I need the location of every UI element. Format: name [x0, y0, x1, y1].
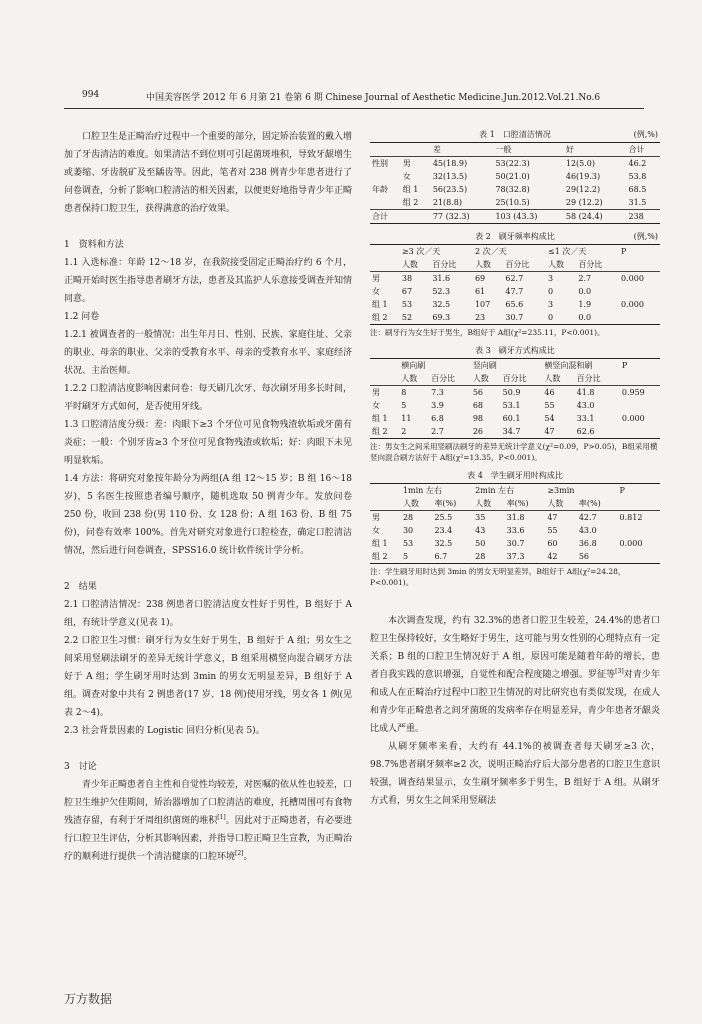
table-3-group-header: 横向刷 竖向刷 横竖向混和刷 P: [401, 361, 628, 370]
table-1-unit: (例,%): [633, 130, 658, 139]
table-row: 组 2 52 69.3 23 30.7 0 0.0: [372, 313, 592, 322]
table-2-note: 注：刷牙行为女生好于男生，B组好于 A组(χ²=235.11，P<0.001)。: [370, 328, 605, 337]
table-2-group-header: ≥3 次／天 2 次／天 ≤1 次／天 P: [401, 247, 627, 256]
table-row: 组 2 2 2.7 26 34.7 47 62.6: [372, 427, 595, 436]
running-header: [64, 90, 644, 106]
right-column: [370, 128, 660, 810]
table-row: 组 1 11 6.8 98 60.1 54 33.1 0.000: [372, 414, 645, 423]
table-row: 女 5 3.9 68 53.1 55 43.0: [372, 401, 595, 410]
table-4-group-header: 1min 左右 2min 左右 ≥3min P: [402, 486, 625, 495]
section-1-1: 1.1 入选标准：年龄 12～18 岁，在我院接受固定正畸治疗约 6 个月，正畸开始时医生指导患者刷牙方法，患者及其监护人乐意接受调查并知情同意。: [64, 258, 353, 304]
table-row: 女 32(13.5) 50(21.0) 46(19.3) 53.8: [402, 172, 647, 181]
table-2-sub-header: 人数 百分比 人数 百分比 人数 百分比: [370, 258, 660, 272]
table-4-title: 表 4 学生刷牙用时构成比: [467, 471, 563, 480]
table-row: 男 8 7.3 56 50.9 46 41.8 0.959: [372, 388, 645, 397]
table-4-note: 注：学生刷牙用时达到 3min 的男女无明显差异，B组好于 A组(χ²=24.28，P<0.001)。: [370, 567, 626, 587]
discussion-paragraph: 青少年正畸患者自主性和自觉性均较差，对医嘱的依从性也较差，口腔卫生维护欠佳期间，矫治器增加了口腔清洁的难度，托槽周围可有食物残渣存留，有利于牙周组织菌斑的堆积[1]。因此对于正畸患者，有必要进行口腔卫生评估，分析其影响因素，并指导口腔正畸卫生宣教，为正畸治疗的顺利进行提供一个清洁健康的口腔环境[2]。: [64, 780, 353, 862]
intro-paragraph: 口腔卫生是正畸治疗过程中一个重要的部分，固定矫治装置的戴入增加了牙齿清洁的难度。如果清洁不到位则可引起菌斑堆积，导致牙龈增生或萎缩、牙齿脱矿及至龋齿等。因此，笔者对 238 例青少年患者进行了问卷调查，分析了影响口腔清洁的相关因素，以便更好地指导青少年正畸患者保持口腔卫生，获得满意的治疗效果。: [64, 132, 353, 214]
table-row: 性别 男 45(18.9) 53(22.3) 12(5.0) 46.2: [372, 159, 647, 168]
table-2-grid: [370, 244, 660, 325]
section-1-4: 1.4 方法：将研究对象按年龄分为两组(A 组 12～15 岁；B 组 16～18 岁)，5 名医生按照患者编号顺序，随机选取 50 例青少年。发放问卷 250 份，收回 238 份(男 110 份、女 128 份；A 组 163 份、B 组 75 份)，问卷有效率 100%。首先对研究对象进行口腔检查，确定口腔清洁情况，然后进行问卷调查，SPSS16.0 统计软件统计学分析。: [64, 474, 352, 556]
table-4: [370, 469, 660, 588]
table-1-header-row: 差 一般 好 合计: [370, 143, 660, 157]
table-3-grid: [370, 358, 660, 439]
table-row: 女 30 23.4 43 33.6 55 43.0: [372, 526, 597, 535]
table-1-title: 表 1 口腔清洁情况: [479, 130, 551, 139]
table-4-sub-header: 人数 率(%) 人数 率(%) 人数 率(%): [370, 497, 660, 511]
section-1-2-2: 1.2.2 口腔清洁度影响因素问卷：每天刷几次牙、每次刷牙用多长时间，平时刷牙方式如何，是否使用牙线。: [64, 384, 352, 412]
table-row: 年龄 组 1 56(23.5) 78(32.8) 29(12.2) 68.5: [372, 185, 647, 194]
table-row: 男 38 31.6 69 62.7 3 2.7 0.000: [372, 274, 644, 283]
table-row: 组 1 53 32.5 50 30.7 60 36.8 0.000: [372, 539, 643, 548]
table-3-title: 表 3 刷牙方式构成比: [475, 346, 555, 355]
table-3-note: 注：男女生之间采用竖刷法刷牙的差异无统计学意义(χ²=0.09，P>0.05)，B组采用横竖向混合刷方法好于 A组(χ²=13.35，P<0.001)。: [370, 442, 658, 462]
journal-title: 中国美容医学 2012 年 6 月第 21 卷第 6 期 Chinese Journal of Aesthetic Medicine.Jun.2012.Vol.21.No.6: [146, 93, 601, 103]
table-row: 组 2 5 6.7 28 37.3 42 56: [372, 552, 590, 561]
section-1-heading: 1 资料和方法: [64, 240, 124, 250]
table-2-title: 表 2 刷牙频率构成比: [475, 232, 555, 241]
table-1: [370, 128, 660, 224]
section-1-2: 1.2 问卷: [64, 312, 100, 322]
citation-2: [2]: [235, 850, 244, 857]
citation-3: [3]: [615, 668, 624, 675]
section-3-heading: 3 讨论: [64, 762, 97, 772]
page-number: 994: [82, 90, 100, 100]
table-2-unit: (例,%): [633, 232, 658, 241]
table-2: [370, 230, 660, 338]
left-column: [64, 128, 352, 866]
table-row: 合计 77 (32.3) 103 (43.3) 58 (24.4) 238: [372, 212, 644, 221]
section-1-2-1: 1.2.1 被调查者的一般情况：出生年月日、性别、民族、家庭住址、父亲的职业、母亲的职业、父亲的受教育水平、母亲的受教育水平、家庭经济状况、主治医师。: [64, 330, 353, 376]
section-2-3: 2.3 社会背景因素的 Logistic 回归分析(见表 5)。: [64, 726, 265, 736]
right-paragraph-2: 从刷牙频率来看，大约有 44.1%的被调查者每天刷牙≥3 次，98.7%患者刷牙频率≥2 次，说明正畸治疗后大部分患者的口腔卫生意识较强，调查结果显示，女生刷牙频率多于男生，B 组好于 A 组。从刷牙方式看，男女生之间采用竖刷法: [370, 742, 660, 806]
right-paragraph-1: 本次调查发现，约有 32.3%的患者口腔卫生较差，24.4%的患者口腔卫生保持较好，女生略好于男生，这可能与男女性别的心理特点有一定关系；B 组的口腔卫生情况好于 A 组，原因可能是随着年龄的增长，患者自我实践的意识增强，自觉性和配合程度随之增强。罗征等[3]对青少年和成人在正畸治疗过程中口腔卫生情况的对比研究也有类似发现，在成人和青少年正畸患者之间牙菌斑的发病率存在明显差异，青少年患者牙龈炎比成人严重。: [370, 616, 660, 734]
table-4-grid: [370, 483, 660, 564]
table-3: [370, 344, 660, 463]
table-1-grid: [370, 142, 660, 224]
header-rule: [64, 108, 644, 109]
table-row: 组 2 21(8.8) 25(10.5) 29 (12.2) 31.5: [370, 196, 660, 210]
table-row: 女 67 52.3 61 47.7 0 0.0: [372, 287, 592, 296]
citation-1: [1]: [217, 814, 226, 821]
section-2-heading: 2 结果: [64, 582, 97, 592]
table-row: 组 1 53 32.5 107 65.6 3 1.9 0.000: [372, 300, 644, 309]
section-1-3: 1.3 口腔清洁度分级：差：肉眼下≥3 个牙位可见食物残渣软垢或牙菌有炎症；一般：个别牙齿≥3 个牙位可见食物残渣或软垢；好：肉眼下未见明显软垢。: [64, 420, 352, 466]
section-2-2: 2.2 口腔卫生习惯：刷牙行为女生好于男生，B 组好于 A 组；男女生之间采用竖刷法刷牙的差异无统计学意义，B 组采用横竖向混合刷牙方法好于 A 组；学生刷牙用时达到 3min 的男女无明显差异，B 组好于 A 组。调查对象中共有 2 例患者(17 岁、18 例)使用牙线，男女各 1 例(见表 2～4)。: [64, 636, 352, 718]
watermark: 万方数据: [64, 992, 113, 1006]
table-row: 男 28 25.5 35 31.8 47 42.7 0.812: [372, 513, 643, 522]
table-3-sub-header: 人数 百分比 人数 百分比 人数 百分比: [370, 372, 660, 386]
section-2-1: 2.1 口腔清洁情况：238 例患者口腔清洁度女性好于男性，B 组好于 A 组，有统计学意义(见表 1)。: [64, 600, 352, 628]
